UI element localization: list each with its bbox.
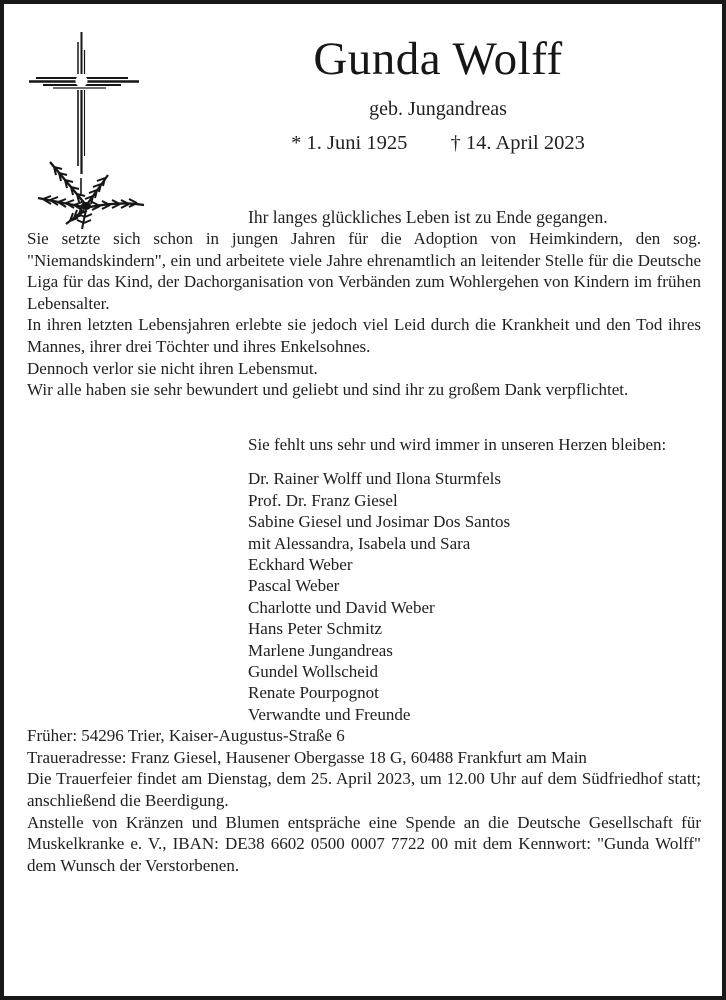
- funeral-details: Die Trauerfeier findet am Dienstag, dem 25. April 2023, um 12.00 Uhr auf dem Südfriedhof statt; anschließend die Beerdigung.: [27, 769, 701, 810]
- mourner-name: Sabine Giesel und Josimar Dos Santos: [248, 512, 511, 532]
- mourner-name: Marlene Jungandreas: [248, 640, 393, 660]
- farewell-line: Sie fehlt uns sehr und wird immer in unseren Herzen bleiben:: [248, 434, 667, 454]
- opening-line: Ihr langes glückliches Leben ist zu Ende gegangen.: [248, 207, 608, 227]
- mourner-name: Prof. Dr. Franz Giesel: [248, 490, 398, 510]
- birth-date: * 1. Juni 1925: [291, 132, 408, 154]
- courage-paragraph: Dennoch verlor sie nicht ihren Lebensmut.: [27, 358, 318, 378]
- gratitude-paragraph: Wir alle haben sie sehr bewundert und geliebt und sind ihr zu großem Dank verpflichtet.: [27, 380, 629, 400]
- mourning-address: Traueradresse: Franz Giesel, Hausener Obergasse 18 G, 60488 Frankfurt am Main: [27, 747, 587, 767]
- donation-request: Anstelle von Kränzen und Blumen entspräche eine Spende an die Deutsche Gesellschaft für Muskelkranke e. V., IBAN: DE38 6602 0500 0007 7722 00 mit dem Kennwort: "Gunda Wolff" dem Wunsch der Verstorbenen.: [27, 812, 701, 875]
- death-date: † 14. April 2023: [450, 132, 585, 154]
- mourner-name: Pascal Weber: [248, 576, 340, 596]
- life-paragraph: Sie setzte sich schon in jungen Jahren für die Adoption von Heimkindern, den sog. "Niemandskindern", ein und arbeitete viele Jahre ehrenamtlich an leitender Stelle für die Deutsche Liga für das Kind, der Dachorganisation von Verbänden zum Wohlergehen von Kindern im frühen Lebensalter.: [27, 229, 701, 313]
- deceased-name: Gunda Wolff: [313, 33, 563, 85]
- memorial-cross-icon: [26, 26, 151, 238]
- mourner-name: Verwandte und Freunde: [248, 704, 411, 724]
- maiden-name: geb. Jungandreas: [369, 98, 507, 120]
- mourner-name: mit Alessandra, Isabela und Sara: [248, 533, 471, 553]
- mourner-name: Dr. Rainer Wolff und Ilona Sturmfels: [248, 469, 501, 489]
- mourner-name: Renate Pourpognot: [248, 683, 379, 703]
- mourners-list: [248, 468, 701, 725]
- loss-paragraph: In ihren letzten Lebensjahren erlebte sie jedoch viel Leid durch die Krankheit und den Tod ihres Mannes, ihrer drei Töchter und ihres Enkelsohnes.: [27, 315, 701, 356]
- header: [175, 4, 701, 156]
- mourner-name: Gundel Wollscheid: [248, 662, 379, 681]
- mourner-name: Hans Peter Schmitz: [248, 619, 383, 639]
- mourner-name: Eckhard Weber: [248, 554, 353, 574]
- mourner-name: Charlotte und David Weber: [248, 597, 435, 617]
- former-address: Früher: 54296 Trier, Kaiser-Augustus-Straße 6: [27, 726, 345, 746]
- life-dates: [175, 131, 701, 156]
